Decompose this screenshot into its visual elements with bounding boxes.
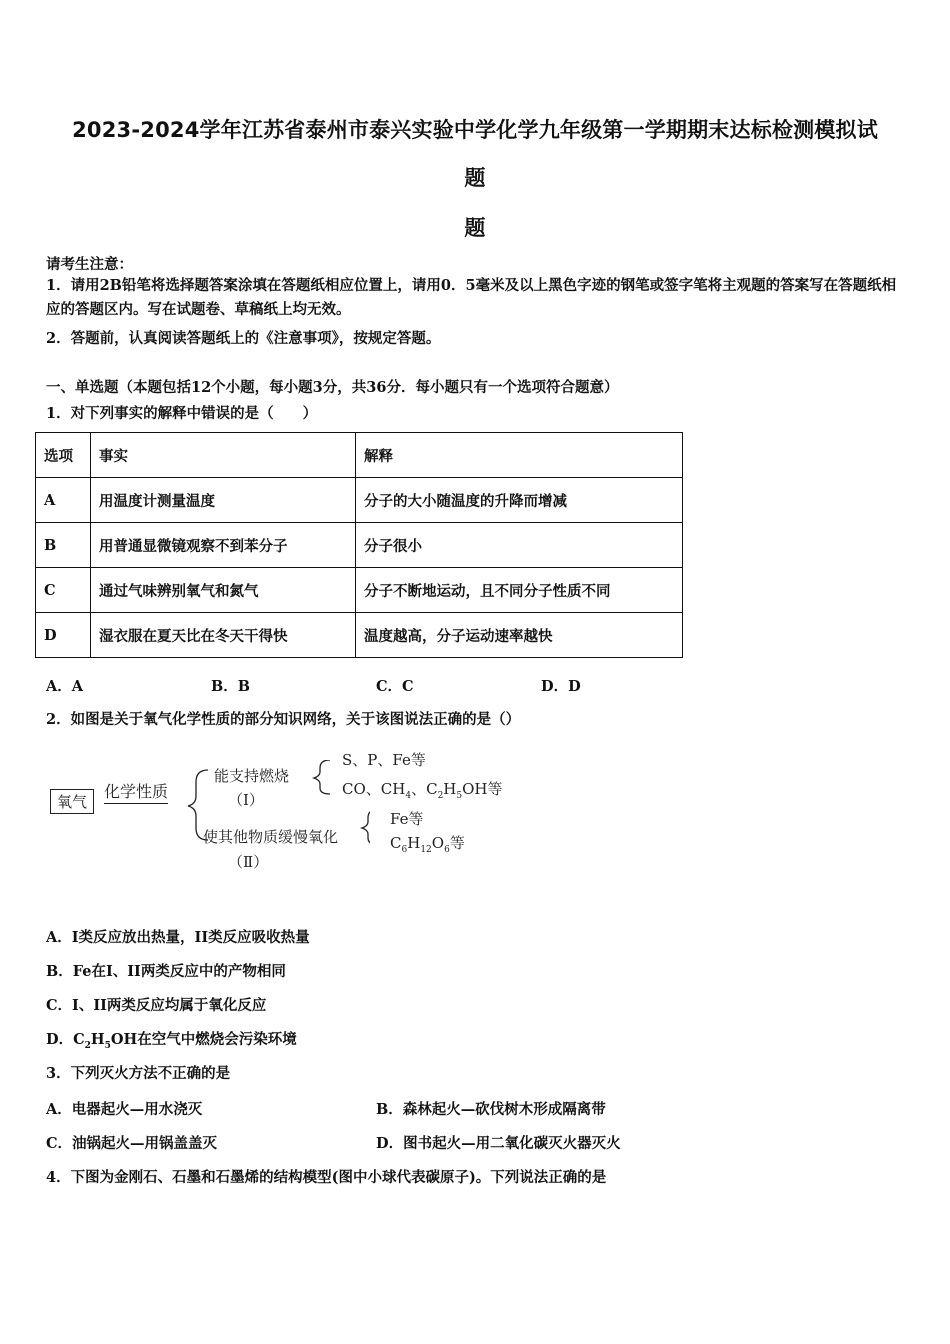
q3-option-c[interactable]: C．油锅起火—用锅盖盖灭 <box>46 1135 218 1152</box>
page-title: 2023-2024学年江苏省泰州市泰兴实验中学化学九年级第一学期期末达标检测模拟试 <box>72 118 878 142</box>
header-explanation: 解释 <box>356 433 683 478</box>
header-fact: 事实 <box>91 433 356 478</box>
diagram-branch1: 能支持燃烧 <box>214 767 290 785</box>
q1-option-c[interactable]: C．C <box>376 678 414 695</box>
branch1-brace <box>314 760 330 794</box>
formula-sub: 6 <box>444 845 450 855</box>
table-header-row <box>36 433 683 478</box>
q3-option-b[interactable]: B．森林起火—砍伐树木形成隔离带 <box>376 1101 606 1118</box>
formula-sub: 2 <box>437 791 444 801</box>
q3-stem: 3．下列灭火方法不正确的是 <box>46 1065 231 1082</box>
table-row <box>36 568 683 613</box>
formula-sub: 12 <box>420 845 432 855</box>
q2-option-d[interactable] <box>46 1028 297 1051</box>
q1-option-b[interactable]: B．B <box>211 678 251 695</box>
q4-stem: 4．下图为金刚石、石墨和石墨烯的结构模型(图中小球代表碳原子)。下列说法正确的是 <box>46 1169 607 1186</box>
formula-sub: 5 <box>456 791 463 801</box>
q3-option-d[interactable]: D．图书起火—用二氧化碳灭火器灭火 <box>376 1135 621 1152</box>
q1-stem: 1．对下列事实的解释中错误的是（ ） <box>46 405 318 422</box>
row-explanation: 分子的大小随温度的升降而增减 <box>356 478 683 523</box>
row-fact: 用普通显微镜观察不到苯分子 <box>91 523 356 568</box>
formula-part: 、C <box>411 780 438 798</box>
notice-item-1: 1．请用2B铅笔将选择题答案涂填在答题纸相应位置上，请用0．5毫米及以上黑色字迹的钢笔或签字笔将主观题的答案写在答题纸相应的答题区内。写在试题卷、草稿纸上均无效。 <box>46 277 897 318</box>
row-fact: 通过气味辨别氧气和氮气 <box>91 568 356 613</box>
option-text: OH在空气中燃烧会污染环境 <box>110 1031 297 1048</box>
table-row <box>36 523 683 568</box>
diagram-branch2-item2 <box>390 832 465 855</box>
diagram-branch1-item1: S、P、Fe等 <box>342 751 426 769</box>
row-label: D <box>36 613 91 658</box>
table-row <box>36 613 683 658</box>
formula-sub: 4 <box>405 791 412 801</box>
formula-part: CO、CH <box>342 780 406 798</box>
row-explanation: 分子很小 <box>356 523 683 568</box>
formula-sub: 5 <box>104 1040 111 1051</box>
diagram-chemical-property: 化学性质 <box>104 779 168 804</box>
header-option: 选项 <box>36 433 91 478</box>
branch2-brace <box>362 810 370 844</box>
diagram-branch1-item2 <box>342 778 503 801</box>
row-label: C <box>36 568 91 613</box>
page-subtitle: 题 <box>464 216 486 240</box>
notice-heading: 请考生注意： <box>46 256 133 273</box>
q1-table <box>35 432 683 658</box>
formula-sub: 6 <box>401 845 408 855</box>
page-title-cont: 题 <box>464 166 486 190</box>
formula-part: O <box>431 834 445 852</box>
formula-part: OH等 <box>462 780 503 798</box>
q2-option-a[interactable]: A．I类反应放出热量，II类反应吸收热量 <box>46 929 310 946</box>
diagram-branch2-item1: Fe等 <box>390 810 424 828</box>
formula-part: H <box>443 780 457 798</box>
q1-option-a[interactable]: A．A <box>46 678 84 695</box>
diagram-branch2: 使其他物质缓慢氧化 <box>203 828 339 846</box>
notice-item-2: 2．答题前，认真阅读答题纸上的《注意事项》，按规定答题。 <box>46 330 441 347</box>
diagram-root-oxygen: 氧气 <box>50 789 94 814</box>
formula-part: 等 <box>449 834 465 852</box>
q2-option-c[interactable]: C．I、II两类反应均属于氧化反应 <box>46 997 267 1014</box>
diagram-branch2-tag: （Ⅱ） <box>228 853 269 871</box>
option-text: D．C <box>46 1031 85 1048</box>
q2-stem: 2．如图是关于氧气化学性质的部分知识网络，关于该图说法正确的是（） <box>46 711 521 728</box>
diagram-branch1-tag: （Ⅰ） <box>228 791 264 809</box>
option-text: H <box>90 1031 105 1048</box>
formula-part: H <box>407 834 421 852</box>
formula-sub: 2 <box>84 1040 91 1051</box>
row-fact: 湿衣服在夏天比在冬天干得快 <box>91 613 356 658</box>
q1-option-d[interactable]: D．D <box>541 678 581 695</box>
row-explanation: 分子不断地运动，且不同分子性质不同 <box>356 568 683 613</box>
q2-option-b[interactable]: B．Fe在I、II两类反应中的产物相同 <box>46 963 286 980</box>
table-row <box>36 478 683 523</box>
row-fact: 用温度计测量温度 <box>91 478 356 523</box>
section-heading: 一、单选题（本题包括12个小题，每小题3分，共36分．每小题只有一个选项符合题意） <box>46 379 619 396</box>
q3-option-a[interactable]: A．电器起火—用水浇灭 <box>46 1101 203 1118</box>
row-label: A <box>36 478 91 523</box>
row-explanation: 温度越高，分子运动速率越快 <box>356 613 683 658</box>
row-label: B <box>36 523 91 568</box>
formula-part: C <box>390 834 402 852</box>
